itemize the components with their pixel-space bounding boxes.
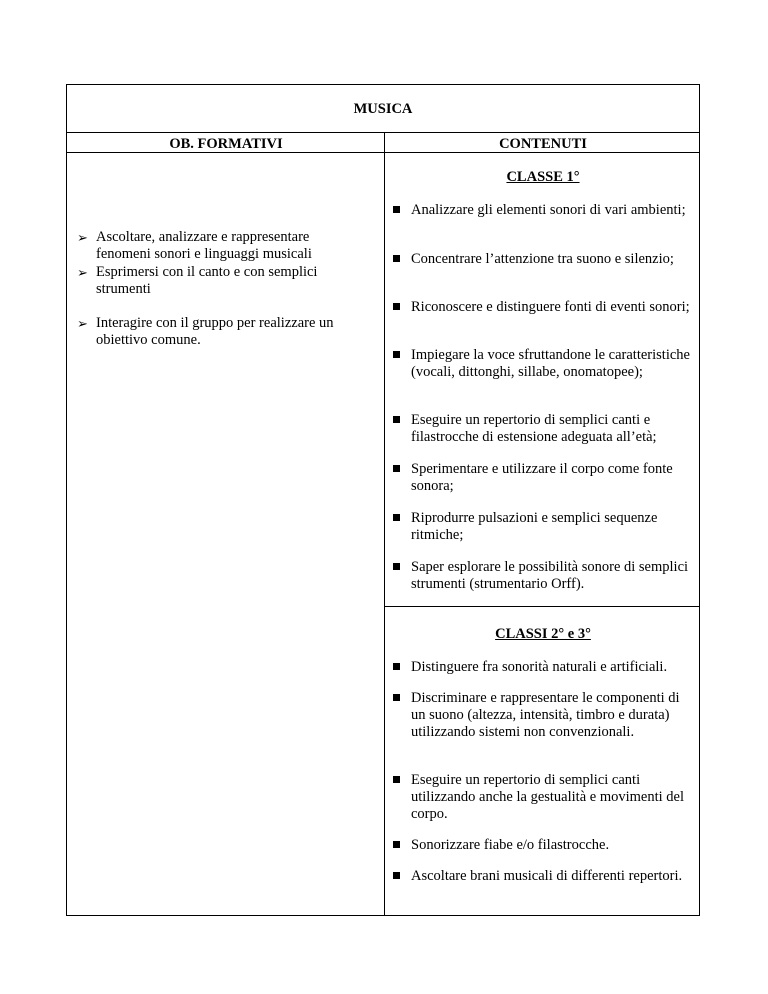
content-item: Concentrare l’attenzione tra suono e silenzio;	[393, 251, 693, 268]
header-divider	[67, 152, 699, 153]
curriculum-table	[66, 84, 700, 916]
square-bullet-icon	[393, 872, 400, 879]
arrow-bullet-icon: ➢	[77, 316, 88, 331]
content-item: Saper esplorare le possibilità sonore di semplici strumenti (strumentario Orff).	[393, 559, 693, 593]
content-item: Impiegare la voce sfruttandone le caratteristiche (vocali, dittonghi, sillabe, onomatopee);	[393, 347, 693, 381]
section-divider	[385, 606, 699, 607]
column-header-contents: CONTENUTI	[499, 136, 587, 152]
square-bullet-icon	[393, 694, 400, 701]
arrow-bullet-icon: ➢	[77, 230, 88, 245]
column-header-objectives: OB. FORMATIVI	[169, 136, 283, 152]
square-bullet-icon	[393, 563, 400, 570]
section-heading-classe-1: CLASSE 1°	[506, 169, 580, 185]
arrow-bullet-icon: ➢	[77, 265, 88, 280]
square-bullet-icon	[393, 303, 400, 310]
square-bullet-icon	[393, 255, 400, 262]
square-bullet-icon	[393, 514, 400, 521]
square-bullet-icon	[393, 465, 400, 472]
content-item: Ascoltare brani musicali di differenti repertori.	[393, 868, 693, 885]
square-bullet-icon	[393, 776, 400, 783]
objective-item: ➢ Interagire con il gruppo per realizzare un obiettivo comune.	[77, 315, 334, 348]
content-item: Sonorizzare fiabe e/o filastrocche.	[393, 837, 693, 854]
square-bullet-icon	[393, 663, 400, 670]
section-heading-classi-2-3: CLASSI 2° e 3°	[495, 626, 591, 642]
objective-item: ➢ Esprimersi con il canto e con semplici strumenti	[77, 264, 318, 297]
content-item: Riconoscere e distinguere fonti di eventi sonori;	[393, 299, 693, 316]
page-title: MUSICA	[353, 101, 413, 117]
column-divider	[384, 132, 385, 916]
square-bullet-icon	[393, 841, 400, 848]
content-item: Sperimentare e utilizzare il corpo come fonte sonora;	[393, 461, 693, 495]
title-divider	[67, 132, 699, 133]
content-item: Discriminare e rappresentare le componenti di un suono (altezza, intensità, timbro e durata) utilizzando sistemi non convenzionali.	[393, 690, 693, 741]
content-item: Distinguere fra sonorità naturali e artificiali.	[393, 659, 693, 676]
square-bullet-icon	[393, 351, 400, 358]
content-item: Analizzare gli elementi sonori di vari ambienti;	[393, 202, 693, 219]
content-item: Eseguire un repertorio di semplici canti utilizzando anche la gestualità e movimenti del corpo.	[393, 772, 693, 823]
content-item: Riprodurre pulsazioni e semplici sequenze ritmiche;	[393, 510, 693, 544]
square-bullet-icon	[393, 416, 400, 423]
content-item: Eseguire un repertorio di semplici canti e filastrocche di estensione adeguata all’età;	[393, 412, 693, 446]
square-bullet-icon	[393, 206, 400, 213]
objective-item: ➢ Ascoltare, analizzare e rappresentare fenomeni sonori e linguaggi musicali	[77, 229, 312, 262]
